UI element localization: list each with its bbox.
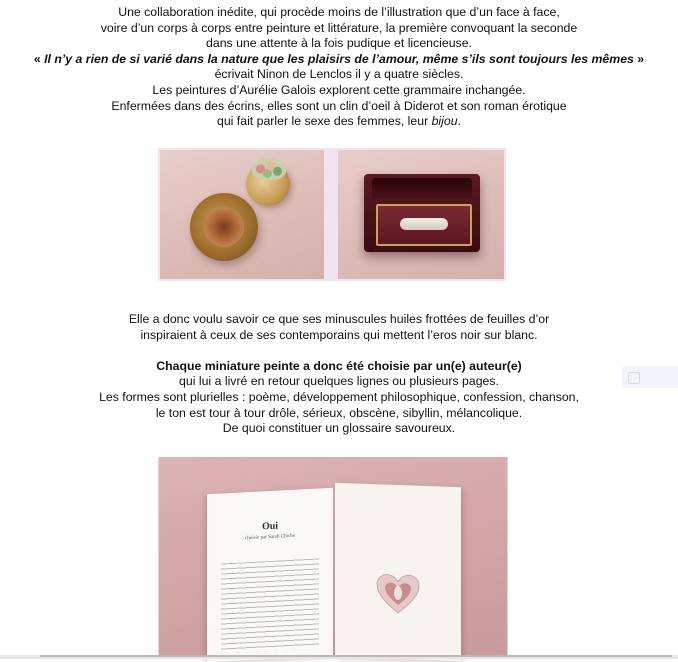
heart-miniature-icon [375, 572, 421, 616]
intro-line: dans une attente à la fois pudique et licencieuse. [206, 36, 472, 51]
book-chapter-subtitle: choisie par Sarah Chiche [245, 533, 295, 542]
book-photo [158, 457, 508, 659]
intro-text-span: . [457, 114, 461, 129]
middle-text [0, 312, 678, 437]
quote-close: » [633, 51, 645, 66]
book-left-page [207, 488, 333, 662]
intro-line: écrivait Ninon de Lenclos il y a quatre siècles. [214, 67, 464, 82]
reclining-figure [400, 218, 448, 230]
velvet-case-lid [372, 178, 472, 198]
middle-line: inspiraient à ceux de ses contemporains qui mettent l’eros noir sur blanc. [140, 327, 538, 342]
photo-row [158, 148, 506, 281]
compact-painting [204, 207, 244, 247]
bold-statement: Chaque miniature peinte a donc été choisie par un(e) auteur(e) [156, 358, 522, 373]
middle-line: qui lui a livré en retour quelques lignes ou plusieurs pages. [179, 374, 499, 389]
quote-line [0, 52, 678, 68]
velvet-case-bed [376, 204, 472, 246]
intro-line: Les peintures d’Aurélie Galois explorent cette grammaire inchangée. [152, 82, 526, 97]
intro-text-span: qui fait parler le sexe des femmes, leur [216, 114, 432, 129]
intro-line: Enfermées dans des écrins, elles sont un clin d’oeil à Diderot et son roman érotique [111, 98, 567, 113]
compact-photo [160, 150, 324, 279]
flower-ornament [252, 158, 286, 180]
intro-line: Une collaboration inédite, qui procède moins de l’illustration que d’un face à face, [118, 5, 560, 19]
book-chapter-title: Oui [261, 520, 279, 533]
middle-line: le ton est tour à tour drôle, sérieux, obscène, sibyllin, mélancolique. [155, 405, 523, 420]
middle-line: De quoi constituer un glossaire savoureux. [222, 421, 456, 436]
intro-line [0, 114, 678, 130]
intro-text [0, 5, 678, 130]
intro-line: voire d’un corps à corps entre peinture et littérature, la première convoquant la seconde [100, 20, 578, 35]
ninon-quote: Il n’y a rien de si varié dans la nature que les plaisirs de l’amour, même s’ils sont toujours les mêmes [44, 51, 634, 66]
compact-case [190, 193, 258, 261]
velvet-case-photo [338, 150, 504, 279]
scrollbar-thumb[interactable] [40, 655, 672, 657]
bijou-word: bijou [431, 114, 458, 129]
paragraph-gap [0, 343, 678, 359]
widget-icon [628, 372, 640, 384]
middle-line: Les formes sont plurielles : poème, développement philosophique, confession, chanson, [99, 389, 579, 404]
quote-open: « [33, 51, 45, 66]
velvet-case [364, 174, 480, 252]
middle-line: Elle a donc voulu savoir ce que ses minuscules huiles frottées de feuilles d’or [128, 312, 550, 326]
book-body-text [221, 558, 319, 653]
book-right-page [335, 483, 461, 661]
